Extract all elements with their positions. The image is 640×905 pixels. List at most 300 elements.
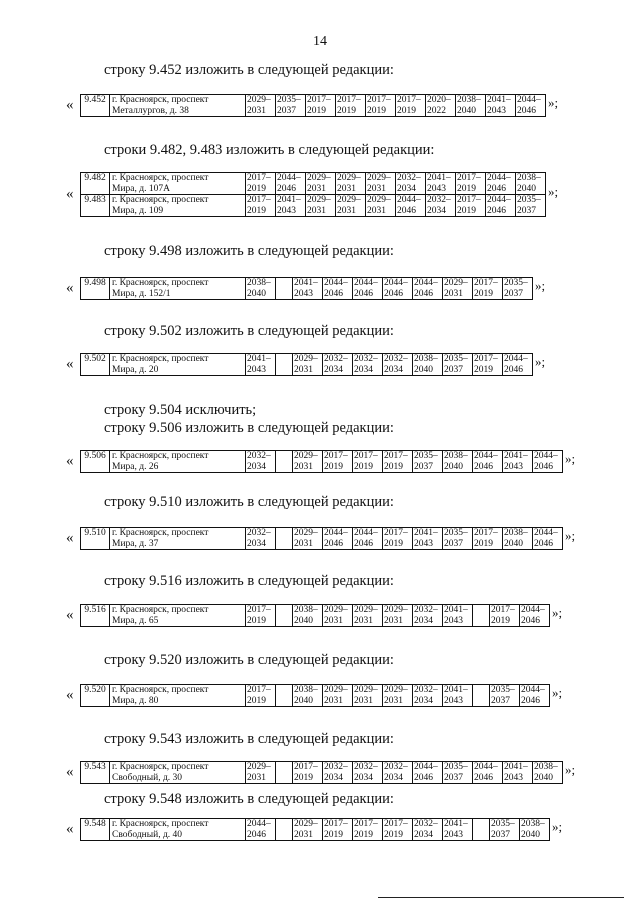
period-end: 2031	[247, 772, 266, 783]
row-number: 9.543	[81, 762, 110, 784]
period-start: 2038–	[521, 819, 545, 829]
period-start: 2017–	[337, 95, 361, 105]
period-cell	[246, 819, 276, 841]
opening-quote: «	[66, 97, 74, 113]
period-end: 2046	[487, 205, 506, 216]
period-end: 2034	[397, 183, 416, 194]
empty-cell	[276, 528, 293, 550]
period-start: 2035–	[444, 528, 468, 538]
period-start: 2032–	[384, 354, 408, 364]
period-end: 2031	[367, 183, 386, 194]
period-start: 2029–	[367, 173, 391, 183]
period-end: 2034	[247, 538, 266, 549]
closing-mark: »;	[552, 685, 563, 700]
period-cell	[306, 95, 336, 117]
period-start: 2017–	[307, 95, 331, 105]
period-end: 2031	[294, 538, 313, 549]
period-start: 2041–	[427, 173, 451, 183]
period-start: 2029–	[324, 605, 348, 615]
empty-cell	[276, 354, 293, 376]
period-cell	[353, 685, 383, 707]
period-end: 2019	[384, 538, 403, 549]
period-end: 2046	[277, 183, 296, 194]
period-cell	[293, 819, 323, 841]
period-cell	[473, 528, 503, 550]
period-end: 2040	[294, 615, 313, 626]
period-end: 2031	[247, 105, 266, 116]
period-start: 2044–	[354, 278, 378, 288]
period-start: 2029–	[444, 278, 468, 288]
period-cell	[413, 278, 443, 300]
address-line: Мира, д. 65	[112, 615, 159, 626]
address-cell	[110, 95, 246, 117]
period-end: 2019	[367, 105, 386, 116]
period-cell	[246, 278, 276, 300]
period-end: 2037	[444, 364, 463, 375]
period-cell	[323, 605, 353, 627]
period-cell	[293, 685, 323, 707]
period-end: 2031	[307, 205, 326, 216]
period-end: 2046	[247, 829, 266, 840]
period-cell	[520, 819, 550, 841]
period-end: 2019	[307, 105, 326, 116]
opening-quote: «	[66, 280, 74, 296]
period-start: 2032–	[354, 354, 378, 364]
period-end: 2037	[504, 288, 523, 299]
period-cell	[383, 819, 413, 841]
period-cell	[443, 278, 473, 300]
opening-quote: «	[66, 186, 74, 202]
closing-mark: »;	[535, 354, 546, 369]
period-start: 2017–	[294, 762, 318, 772]
period-end: 2019	[491, 615, 510, 626]
period-start: 2029–	[294, 354, 318, 364]
period-start: 2035–	[444, 762, 468, 772]
period-start: 2029–	[294, 451, 318, 461]
period-start: 2044–	[414, 762, 438, 772]
address-cell	[110, 685, 246, 707]
address-line: г. Красноярск, проспект	[112, 528, 209, 538]
period-end: 2019	[474, 538, 493, 549]
empty-cell	[276, 605, 293, 627]
period-start: 2029–	[367, 195, 391, 205]
period-end: 2046	[474, 772, 493, 783]
period-start: 2029–	[247, 95, 271, 105]
address-cell	[110, 819, 246, 841]
period-cell	[443, 762, 473, 784]
closing-mark: »;	[548, 95, 559, 110]
period-end: 2031	[294, 364, 313, 375]
period-start: 2038–	[444, 451, 468, 461]
period-cell	[473, 354, 503, 376]
period-end: 2034	[384, 364, 403, 375]
period-end: 2040	[414, 364, 433, 375]
period-start: 2029–	[354, 605, 378, 615]
period-end: 2043	[444, 829, 463, 840]
period-start: 2032–	[384, 762, 408, 772]
period-cell	[413, 354, 443, 376]
period-start: 2041–	[277, 195, 301, 205]
amendment-instruction: строку 9.516 изложить в следующей редакции:	[104, 573, 394, 589]
address-cell	[110, 354, 246, 376]
period-cell	[503, 528, 533, 550]
row-number: 9.520	[81, 685, 110, 707]
period-end: 2037	[517, 205, 536, 216]
period-end: 2046	[534, 538, 553, 549]
period-cell	[246, 173, 276, 195]
address-line: Мира, д. 152/1	[112, 288, 171, 299]
empty-cell	[473, 819, 490, 841]
period-end: 2046	[521, 615, 540, 626]
period-cell	[293, 451, 323, 473]
period-cell	[443, 685, 473, 707]
period-end: 2031	[384, 695, 403, 706]
period-end: 2019	[247, 695, 266, 706]
period-cell	[490, 685, 520, 707]
period-cell	[353, 528, 383, 550]
period-start: 2044–	[277, 173, 301, 183]
table-row	[81, 354, 533, 376]
period-cell	[383, 451, 413, 473]
amendment-table	[80, 353, 533, 376]
period-start: 2041–	[444, 685, 468, 695]
period-end: 2046	[384, 288, 403, 299]
address-line: Свободный, д. 30	[112, 772, 183, 783]
period-start: 2044–	[534, 451, 558, 461]
period-cell	[443, 819, 473, 841]
amendment-table	[80, 761, 563, 784]
address-cell	[110, 762, 246, 784]
period-start: 2029–	[307, 195, 331, 205]
period-end: 2046	[397, 205, 416, 216]
closing-mark: »;	[552, 605, 563, 620]
period-start: 2044–	[414, 278, 438, 288]
period-end: 2019	[474, 364, 493, 375]
period-start: 2044–	[247, 819, 271, 829]
period-start: 2029–	[247, 762, 271, 772]
period-end: 2031	[384, 615, 403, 626]
opening-quote: «	[66, 821, 74, 837]
period-start: 2044–	[517, 95, 541, 105]
table-row	[81, 685, 550, 707]
address-cell	[110, 605, 246, 627]
period-end: 2022	[427, 105, 446, 116]
period-cell	[486, 95, 516, 117]
period-cell	[503, 278, 533, 300]
period-start: 2038–	[504, 528, 528, 538]
period-end: 2046	[521, 695, 540, 706]
period-cell	[246, 354, 276, 376]
period-start: 2044–	[487, 195, 511, 205]
period-cell	[383, 278, 413, 300]
period-start: 2044–	[521, 685, 545, 695]
period-start: 2017–	[474, 278, 498, 288]
period-start: 2041–	[504, 451, 528, 461]
row-number: 9.506	[81, 451, 110, 473]
period-end: 2034	[324, 364, 343, 375]
opening-quote: «	[66, 530, 74, 546]
period-cell	[353, 819, 383, 841]
row-number: 9.516	[81, 605, 110, 627]
period-start: 2032–	[324, 354, 348, 364]
period-cell	[473, 278, 503, 300]
period-end: 2034	[414, 829, 433, 840]
footer-rule	[378, 897, 624, 898]
amendment-instruction: строку 9.543 изложить в следующей редакции:	[104, 731, 394, 747]
period-start: 2041–	[247, 354, 271, 364]
period-end: 2034	[427, 205, 446, 216]
period-cell	[383, 605, 413, 627]
period-cell	[413, 605, 443, 627]
period-start: 2035–	[491, 819, 515, 829]
period-cell	[490, 605, 520, 627]
period-end: 2043	[487, 105, 506, 116]
period-start: 2017–	[354, 451, 378, 461]
amendment-instruction: строку 9.504 исключить;	[104, 402, 257, 418]
empty-cell	[473, 605, 490, 627]
address-cell	[110, 278, 246, 300]
closing-mark: »;	[565, 451, 576, 466]
period-start: 2038–	[414, 354, 438, 364]
period-start: 2032–	[414, 819, 438, 829]
period-start: 2041–	[414, 528, 438, 538]
period-cell	[323, 278, 353, 300]
period-start: 2044–	[397, 195, 421, 205]
period-end: 2019	[384, 461, 403, 472]
empty-cell	[276, 819, 293, 841]
closing-mark: »;	[565, 528, 576, 543]
period-cell	[516, 95, 546, 117]
period-start: 2029–	[294, 819, 318, 829]
period-end: 2040	[534, 772, 553, 783]
period-end: 2034	[354, 772, 373, 783]
period-cell	[246, 451, 276, 473]
period-end: 2043	[427, 183, 446, 194]
period-end: 2043	[444, 615, 463, 626]
period-cell	[276, 173, 306, 195]
period-cell	[396, 195, 426, 217]
period-cell	[503, 762, 533, 784]
period-end: 2019	[397, 105, 416, 116]
period-start: 2017–	[324, 451, 348, 461]
period-start: 2044–	[324, 278, 348, 288]
period-cell	[413, 528, 443, 550]
amendment-instruction: строку 9.498 изложить в следующей редакции:	[104, 243, 394, 259]
period-cell	[323, 762, 353, 784]
period-start: 2041–	[444, 819, 468, 829]
table-row	[81, 762, 563, 784]
period-start: 2032–	[414, 685, 438, 695]
period-end: 2034	[414, 615, 433, 626]
period-cell	[533, 451, 563, 473]
period-cell	[353, 605, 383, 627]
period-end: 2031	[367, 205, 386, 216]
address-line: г. Красноярск, проспект	[112, 762, 209, 772]
period-cell	[396, 173, 426, 195]
period-cell	[293, 605, 323, 627]
period-end: 2043	[444, 695, 463, 706]
period-end: 2031	[324, 695, 343, 706]
period-start: 2017–	[367, 95, 391, 105]
amendment-instruction: строку 9.506 изложить в следующей редакции:	[104, 420, 394, 436]
address-line: Мира, д. 26	[112, 461, 159, 472]
period-end: 2043	[504, 461, 523, 472]
period-start: 2044–	[384, 278, 408, 288]
period-start: 2044–	[504, 354, 528, 364]
period-cell	[323, 451, 353, 473]
period-end: 2040	[247, 288, 266, 299]
period-cell	[246, 95, 276, 117]
period-start: 2038–	[517, 173, 541, 183]
period-end: 2019	[384, 829, 403, 840]
period-cell	[443, 354, 473, 376]
period-end: 2040	[504, 538, 523, 549]
amendment-instruction: строку 9.510 изложить в следующей редакции:	[104, 494, 394, 510]
period-start: 2032–	[247, 451, 271, 461]
period-cell	[366, 195, 396, 217]
address-cell	[110, 195, 246, 217]
table-row	[81, 173, 546, 195]
empty-cell	[276, 278, 293, 300]
period-end: 2034	[247, 461, 266, 472]
address-line: Мира, д. 80	[112, 695, 159, 706]
period-cell	[426, 195, 456, 217]
period-cell	[443, 528, 473, 550]
period-cell	[366, 173, 396, 195]
period-end: 2031	[307, 183, 326, 194]
period-cell	[520, 605, 550, 627]
period-start: 2017–	[384, 528, 408, 538]
period-start: 2032–	[427, 195, 451, 205]
period-cell	[456, 195, 486, 217]
period-start: 2044–	[324, 528, 348, 538]
empty-cell	[276, 451, 293, 473]
period-end: 2034	[414, 695, 433, 706]
opening-quote: «	[66, 687, 74, 703]
period-cell	[293, 762, 323, 784]
table-row	[81, 528, 563, 550]
period-cell	[246, 528, 276, 550]
period-start: 2035–	[517, 195, 541, 205]
address-cell	[110, 528, 246, 550]
period-end: 2019	[294, 772, 313, 783]
period-cell	[456, 95, 486, 117]
period-start: 2017–	[247, 605, 271, 615]
address-cell	[110, 173, 246, 195]
period-cell	[336, 95, 366, 117]
period-cell	[486, 173, 516, 195]
period-start: 2017–	[397, 95, 421, 105]
address-line: Мира, д. 109	[112, 205, 164, 216]
period-start: 2044–	[487, 173, 511, 183]
address-line: г. Красноярск, проспект	[112, 451, 209, 461]
period-cell	[336, 195, 366, 217]
period-start: 2032–	[414, 605, 438, 615]
address-line: г. Красноярск, проспект	[112, 278, 209, 288]
period-start: 2029–	[307, 173, 331, 183]
closing-mark: »;	[535, 278, 546, 293]
row-number: 9.510	[81, 528, 110, 550]
period-start: 2035–	[491, 685, 515, 695]
closing-mark: »;	[548, 184, 559, 199]
period-start: 2038–	[534, 762, 558, 772]
amendment-table	[80, 277, 533, 300]
period-cell	[486, 195, 516, 217]
opening-quote: «	[66, 764, 74, 780]
period-start: 2017–	[354, 819, 378, 829]
period-end: 2019	[457, 183, 476, 194]
opening-quote: «	[66, 453, 74, 469]
period-cell	[276, 195, 306, 217]
period-end: 2034	[324, 772, 343, 783]
period-end: 2046	[474, 461, 493, 472]
period-cell	[456, 173, 486, 195]
period-end: 2019	[324, 829, 343, 840]
period-end: 2019	[354, 461, 373, 472]
period-cell	[443, 605, 473, 627]
period-end: 2046	[354, 538, 373, 549]
period-cell	[366, 95, 396, 117]
period-start: 2044–	[474, 451, 498, 461]
period-end: 2046	[414, 288, 433, 299]
period-cell	[413, 685, 443, 707]
period-start: 2035–	[444, 354, 468, 364]
period-cell	[323, 528, 353, 550]
amendment-instruction: строки 9.482, 9.483 изложить в следующей редакции:	[104, 142, 435, 158]
amendment-instruction: строку 9.548 изложить в следующей редакции:	[104, 791, 394, 807]
amendment-instruction: строку 9.520 изложить в следующей редакции:	[104, 652, 394, 668]
period-start: 2029–	[324, 685, 348, 695]
period-start: 2017–	[491, 605, 515, 615]
period-end: 2043	[414, 538, 433, 549]
period-end: 2043	[247, 364, 266, 375]
period-end: 2031	[337, 183, 356, 194]
period-end: 2037	[491, 829, 510, 840]
period-end: 2046	[517, 105, 536, 116]
period-start: 2041–	[444, 605, 468, 615]
period-start: 2032–	[324, 762, 348, 772]
period-start: 2017–	[474, 528, 498, 538]
period-cell	[443, 451, 473, 473]
period-cell	[533, 762, 563, 784]
period-start: 2038–	[294, 685, 318, 695]
amendment-table	[80, 94, 546, 117]
period-start: 2017–	[474, 354, 498, 364]
period-start: 2017–	[384, 451, 408, 461]
period-end: 2031	[294, 829, 313, 840]
table-row	[81, 278, 533, 300]
row-number: 9.498	[81, 278, 110, 300]
period-start: 2035–	[277, 95, 301, 105]
period-start: 2017–	[324, 819, 348, 829]
period-end: 2019	[337, 105, 356, 116]
period-cell	[383, 528, 413, 550]
period-cell	[293, 528, 323, 550]
address-line: г. Красноярск, проспект	[112, 605, 209, 615]
amendment-instruction: строку 9.452 изложить в следующей редакции:	[104, 62, 394, 78]
opening-quote: «	[66, 607, 74, 623]
period-start: 2035–	[504, 278, 528, 288]
period-cell	[503, 354, 533, 376]
period-end: 2019	[474, 288, 493, 299]
period-start: 2020–	[427, 95, 451, 105]
period-start: 2029–	[294, 528, 318, 538]
period-cell	[323, 685, 353, 707]
period-cell	[533, 528, 563, 550]
period-cell	[520, 685, 550, 707]
empty-cell	[473, 685, 490, 707]
amendment-table	[80, 818, 550, 841]
